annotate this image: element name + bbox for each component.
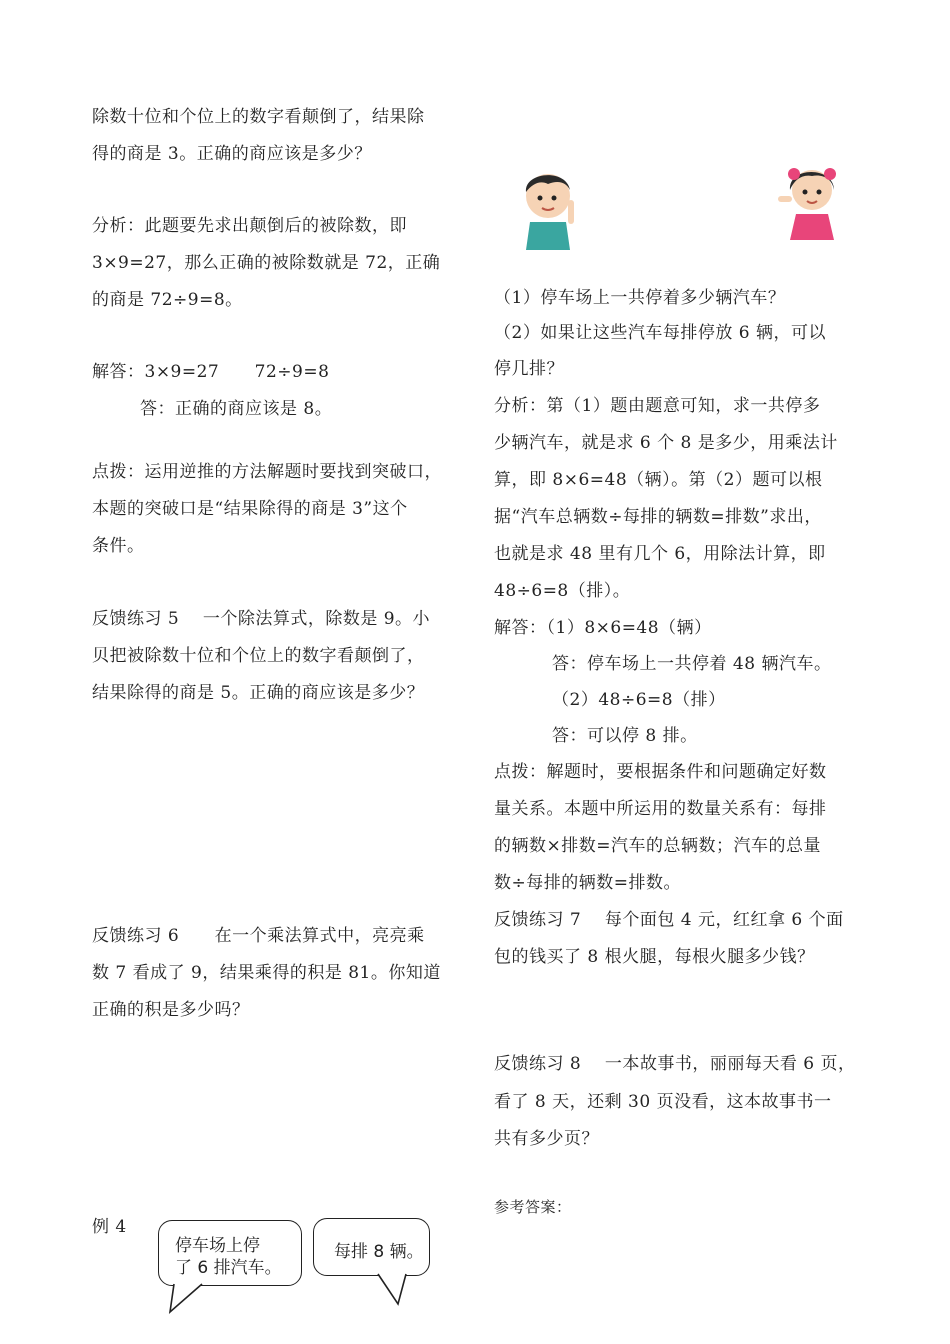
- right-solution-line2: 答：停车场上一共停着 48 辆汽车。: [552, 654, 832, 674]
- bubble1-line1: 停车场上停: [175, 1236, 260, 1256]
- answers-label: 参考答案：: [494, 1198, 572, 1216]
- right-analysis-line2: 少辆汽车，就是求 6 个 8 是多少，用乘法计: [494, 433, 838, 453]
- girl-character-icon: [772, 160, 844, 244]
- ex6-line1: 反馈练习 6 在一个乘法算式中，亮亮乘: [92, 926, 425, 946]
- right-tip-line3: 的辆数×排数=汽车的总辆数；汽车的总量: [494, 836, 821, 856]
- left-p1-line2: 得的商是 3。正确的商应该是多少？: [92, 144, 372, 164]
- left-tip-line1: 点拨：运用逆推的方法解题时要找到突破口，: [92, 462, 442, 482]
- right-analysis-line4: 据“汽车总辆数÷每排的辆数=排数”求出，: [494, 507, 822, 527]
- right-analysis-line3: 算，即 8×6=48（辆）。第（2）题可以根: [494, 470, 823, 490]
- right-tip-line1: 点拨：解题时，要根据条件和问题确定好数: [494, 762, 827, 782]
- left-solution-line1: 解答：3×9=27 72÷9=8: [92, 362, 330, 382]
- ex6-line3: 正确的积是多少吗？: [92, 1000, 250, 1020]
- ex5-line2: 贝把被除数十位和个位上的数字看颠倒了，: [92, 646, 425, 666]
- speech-bubble-2-tail: [368, 1274, 418, 1308]
- example-label: 例 4: [92, 1217, 127, 1237]
- bubble2-text: 每排 8 辆。: [334, 1242, 424, 1262]
- ex7-line2: 包的钱买了 8 根火腿，每根火腿多少钱？: [494, 947, 815, 967]
- right-solution-line1: 解答：（1）8×6=48（辆）: [494, 618, 712, 638]
- right-tip-line2: 量关系。本题中所运用的数量关系有：每排: [494, 799, 827, 819]
- speech-bubble-1-tail: [168, 1284, 218, 1314]
- right-analysis-line1: 分析：第（1）题由题意可知，求一共停多: [494, 396, 821, 416]
- speech-bubble-2: [313, 1218, 430, 1276]
- right-solution-line4: 答：可以停 8 排。: [552, 726, 698, 746]
- right-solution-line3: （2）48÷6=8（排）: [552, 690, 726, 710]
- ex5-line1: 反馈练习 5 一个除法算式，除数是 9。小: [92, 609, 431, 629]
- right-analysis-line6: 48÷6=8（排）。: [494, 581, 631, 601]
- ex7-line1: 反馈练习 7 每个面包 4 元，红红拿 6 个面: [494, 910, 844, 930]
- left-p1-line1: 除数十位和个位上的数字看颠倒了，结果除: [92, 107, 425, 127]
- left-analysis-line2: 3×9=27，那么正确的被除数就是 72，正确: [92, 253, 441, 273]
- speech-bubble-1: [158, 1220, 302, 1286]
- right-tip-line4: 数÷每排的辆数=排数。: [494, 873, 681, 893]
- ex6-line2: 数 7 看成了 9，结果乘得的积是 81。你知道: [92, 963, 441, 983]
- ex5-line3: 结果除得的商是 5。正确的商应该是多少？: [92, 683, 425, 703]
- ex8-line3: 共有多少页？: [494, 1129, 599, 1149]
- left-analysis-line1: 分析：此题要先求出颠倒后的被除数，即: [92, 216, 407, 236]
- bubble1-line2: 了 6 排汽车。: [175, 1258, 282, 1278]
- right-q2-line2: 停几排？: [494, 359, 564, 379]
- left-analysis-line3: 的商是 72÷9=8。: [92, 290, 243, 310]
- left-tip-line3: 条件。: [92, 536, 145, 556]
- left-solution-line2: 答：正确的商应该是 8。: [140, 399, 333, 419]
- boy-character-icon: [518, 166, 588, 252]
- right-analysis-line5: 也就是求 48 里有几个 6，用除法计算，即: [494, 544, 826, 564]
- ex8-line2: 看了 8 天，还剩 30 页没看，这本故事书一: [494, 1092, 832, 1112]
- right-q2-line1: （2）如果让这些汽车每排停放 6 辆，可以: [494, 323, 826, 343]
- left-tip-line2: 本题的突破口是“结果除得的商是 3”这个: [92, 499, 408, 519]
- right-q1: （1）停车场上一共停着多少辆汽车？: [494, 288, 786, 308]
- ex8-line1: 反馈练习 8 一本故事书，丽丽每天看 6 页，: [494, 1054, 856, 1074]
